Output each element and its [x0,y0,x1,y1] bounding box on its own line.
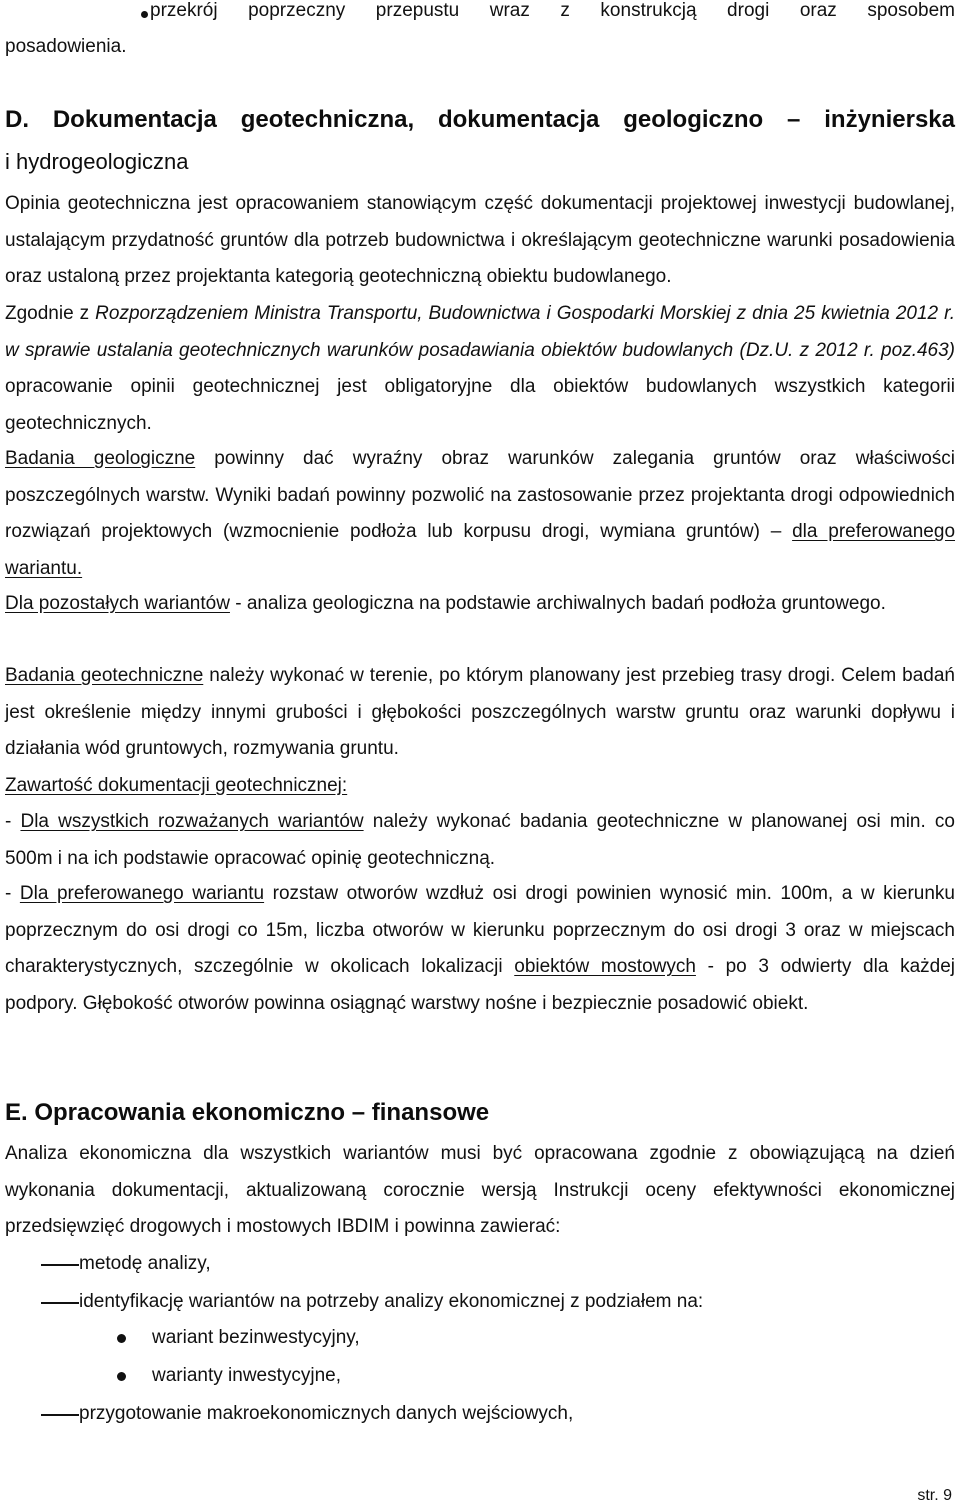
preferred-variant-label-2: Dla preferowanego wariantu [19,883,265,904]
para2-start: Zgodnie z [5,303,96,324]
para8-dash: - [5,883,20,904]
para3-mid: powinny dać wyraźny obraz warunków zalegania gruntów oraz właściwości poszczególnych warstw. Wyniki badań powinny pozwolić na zastosowanie przez projektanta drogi odpowiednich rozwiązań projektowych (wzmocnienie podłoża lub korpusu drogi, wymiana gruntów) – [5,448,955,543]
preferred-variant-label: dla preferowanego wariantu. [5,521,956,579]
list-dash-3 [41,1414,79,1416]
all-variants-label: Dla wszystkich rozważanych wariantów [20,811,364,832]
section-d-para3 [5,441,955,587]
section-d-para7 [5,804,955,877]
para2-end: opracowanie opinii geotechnicznej jest obligatoryjne dla obiektów budowlanych wszystkich kategorii geotechnicznych. [5,376,955,434]
geological-surveys-label: Badania geologiczne [5,448,196,469]
page-number: str. 9 [917,1487,952,1504]
section-e-para1: Analiza ekonomiczna dla wszystkich wariantów musi być opracowana zgodnie z obowiązującą na dzień wykonania dokumentacji, aktualizowaną corocznie wersją Instrukcji oceny efektywności ekonomicznej przedsięwzięć drogowych i mostowych IBDIM i powinna zawierać: [5,1143,955,1238]
para7-dash: - [5,811,21,832]
section-d-para2 [5,296,955,442]
geotechnical-surveys-label: Badania geotechniczne [5,665,204,686]
para8-end: - po 3 odwierty dla każdej podpory. Głębokość otworów powinna osiągnąć warstwy nośne i bezpiecznie posadowić obiekt. [5,956,955,1014]
sublist-item-1: wariant bezinwestycyjny, [152,1327,360,1348]
documentation-contents-label: Zawartość dokumentacji geotechnicznej: [5,775,348,796]
sublist-bullet-1 [117,1334,126,1343]
list-dash-2 [41,1302,79,1304]
intro-bullet-line2: posadowienia. [5,36,127,57]
section-d-para4 [5,586,955,623]
list-item-2: identyfikację wariantów na potrzeby analizy ekonomicznej z podziałem na: [79,1291,704,1312]
section-d-para8 [5,876,955,1022]
para4-rest: - analiza geologiczna na podstawie archiwalnych badań podłoża gruntowego. [229,593,886,614]
para7-rest: należy wykonać badania geotechniczne w planowanej osi min. co 500m i na ich podstawie opracować opinię geotechniczną. [5,811,955,869]
regulation-citation: Rozporządzeniem Ministra Transportu, Budownictwa i Gospodarki Morskiej z dnia 25 kwietnia 2012 r. w sprawie ustalania geotechnicznych warunków posadawiania obiektów budowlanych (Dz.U. z 2012 r. poz.463) [5,303,955,361]
section-d-para5 [5,658,955,768]
other-variants-label: Dla pozostałych wariantów [5,593,230,614]
para5-rest: należy wykonać w terenie, po którym planowany jest przebieg trasy drogi. Celem badań jest określenie między innymi grubości i głębokości poszczególnych warstw gruntu oraz warunki dopływu i działania wód gruntowych, rozmywania gruntu. [5,665,955,760]
section-d-para1: Opinia geotechniczna jest opracowaniem stanowiącym część dokumentacji projektowej inwestycji budowlanej, ustalającym przydatność gruntów dla potrzeb budownictwa i określającym geotechniczne warunki posadowienia oraz ustaloną przez projektanta kategorią geotechniczną obiektu budowlanego. [5,193,955,288]
section-d-para6 [5,768,955,805]
section-d-heading-line2: i hydrogeologiczna [5,149,189,174]
sublist-bullet-2 [117,1372,126,1381]
section-d-heading: D. Dokumentacja geotechniczna, dokumentacja geologiczno – inżynierska [5,106,955,133]
bridge-objects-label: obiektów mostowych [514,956,696,978]
bullet-marker [141,11,148,18]
sublist-item-2: warianty inwestycyjne, [152,1365,342,1386]
intro-bullet-line1: przekrój poprzeczny przepustu wraz z konstrukcją drogi oraz sposobem [150,0,955,21]
list-item-3: przygotowanie makroekonomicznych danych wejściowych, [79,1403,574,1424]
para8-mid: rozstaw otworów wzdłuż osi drogi powinien wynosić min. 100m, a w kierunku poprzecznym do osi drogi co 15m, liczba otworów w kierunku poprzecznym do osi drogi 3 oraz w miejscach charakterystycznych, szczególnie w okolicach lokalizacji [5,883,955,978]
list-item-1: metodę analizy, [79,1253,211,1274]
list-dash-1 [41,1264,79,1266]
section-e-heading: E. Opracowania ekonomiczno – finansowe [5,1099,490,1126]
